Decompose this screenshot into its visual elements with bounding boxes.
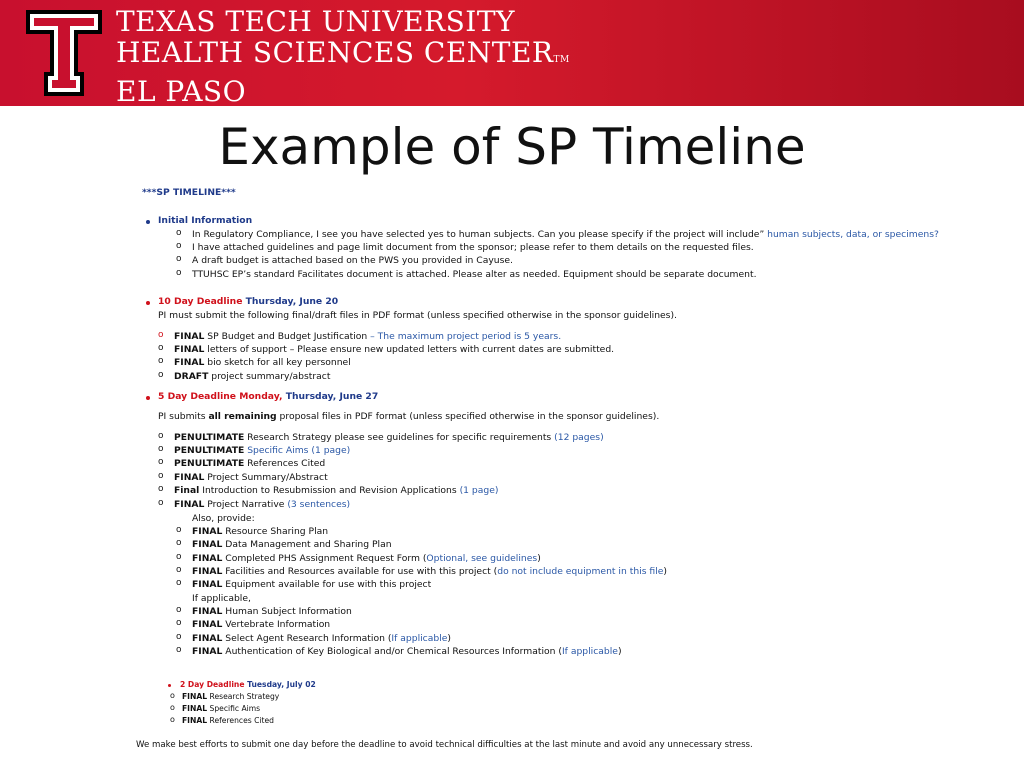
ten-day-heading: 10 Day Deadline Thursday, June 20 — [158, 296, 339, 307]
initial-item-4: TTUHSC EP’s standard Facilitates document is attached. Please alter as needed. Equipment should be separate document. — [192, 269, 757, 280]
if-item-1: FINAL Human Subject Information — [192, 606, 352, 617]
also-item-5: FINAL Equipment available for use with this project — [192, 579, 432, 590]
slide-title: Example of SP Timeline — [218, 118, 806, 176]
two-day-item-3: FINAL References Cited — [182, 716, 274, 725]
university-line1: TEXAS TECH UNIVERSITY — [116, 5, 516, 38]
ten-day-item-4: DRAFT project summary/abstract — [174, 371, 331, 382]
bullet-circle: o — [158, 356, 164, 366]
if-item-2: FINAL Vertebrate Information — [192, 619, 331, 630]
also-item-1: FINAL Resource Sharing Plan — [192, 526, 329, 537]
bullet-circle: o — [176, 632, 182, 642]
bullet-dot — [146, 396, 150, 400]
double-t-logo — [24, 8, 104, 98]
if-item-4: FINAL Authentication of Key Biological and/or Chemical Resources Information (If applicable) — [192, 646, 622, 657]
ten-day-intro: PI must submit the following final/draft files in PDF format (unless specified otherwise in the sponsor guidelines). — [158, 310, 677, 321]
initial-item-1: In Regulatory Compliance, I see you have selected yes to human subjects. Can you please specify if the project will include” human subjects, data, or specimens? — [192, 229, 939, 240]
footer-note: We make best efforts to submit one day before the deadline to avoid technical difficulties at the last minute and avoid any unnecessary stress. — [136, 740, 753, 750]
bullet-circle: o — [176, 618, 182, 628]
bullet-dot — [168, 684, 171, 687]
five-day-intro: PI submits all remaining proposal files in PDF format (unless specified otherwise in the sponsor guidelines). — [158, 411, 660, 422]
two-day-item-1: FINAL Research Strategy — [182, 692, 280, 701]
two-day-item-2: FINAL Specific Aims — [182, 704, 261, 713]
five-day-item-3: PENULTIMATE References Cited — [174, 458, 326, 469]
five-day-heading: 5 Day Deadline Monday, Thursday, June 27 — [158, 391, 379, 402]
bullet-circle: o — [158, 457, 164, 467]
ten-day-item-3: FINAL bio sketch for all key personnel — [174, 357, 351, 368]
header-banner — [0, 0, 1024, 106]
bullet-circle: o — [176, 254, 182, 264]
bullet-circle: o — [176, 241, 182, 251]
ten-day-item-1: FINAL SP Budget and Budget Justification – The maximum project period is 5 years. — [174, 331, 562, 342]
bullet-circle: o — [158, 431, 164, 441]
also-item-3: FINAL Completed PHS Assignment Request Form (Optional, see guidelines) — [192, 553, 541, 564]
initial-item-2: I have attached guidelines and page limit document from the sponsor; please refer to them details on the requested files. — [192, 242, 754, 253]
bullet-circle: o — [170, 691, 175, 700]
initial-item-3: A draft budget is attached based on the PWS you provided in Cayuse. — [192, 255, 513, 266]
bullet-circle: o — [158, 370, 164, 380]
initial-title: Initial Information — [158, 215, 253, 226]
bullet-circle: o — [170, 703, 175, 712]
two-day-heading: 2 Day Deadline Tuesday, July 02 — [180, 680, 316, 689]
bullet-circle: o — [176, 565, 182, 575]
bullet-circle: o — [176, 645, 182, 655]
five-day-item-4: FINAL Project Summary/Abstract — [174, 472, 328, 483]
bullet-circle: o — [176, 552, 182, 562]
bullet-circle: o — [158, 498, 164, 508]
university-name — [116, 6, 570, 107]
bullet-circle: o — [176, 605, 182, 615]
bullet-circle: o — [158, 343, 164, 353]
also-item-4: FINAL Facilities and Resources available for use with this project (do not include equipment in this file) — [192, 566, 667, 577]
bullet-circle: o — [176, 538, 182, 548]
bullet-dot — [146, 220, 150, 224]
bullet-circle: o — [176, 525, 182, 535]
bullet-circle: o — [170, 715, 175, 724]
if-applicable-label: If applicable, — [192, 593, 251, 604]
five-day-item-2: PENULTIMATE Specific Aims (1 page) — [174, 445, 351, 456]
university-line2: HEALTH SCIENCES CENTERTM — [116, 36, 570, 69]
bullet-circle: o — [176, 268, 182, 278]
bullet-circle: o — [176, 578, 182, 588]
trademark-mark: TM — [553, 55, 570, 65]
also-provide-label: Also, provide: — [192, 513, 255, 524]
ten-day-item-2: FINAL letters of support – Please ensure new updated letters with current dates are submitted. — [174, 344, 615, 355]
bullet-circle: o — [158, 330, 164, 340]
doc-heading: ***SP TIMELINE*** — [142, 187, 236, 198]
bullet-circle: o — [158, 471, 164, 481]
university-line3: EL PASO — [116, 75, 247, 108]
five-day-item-5: Final Introduction to Resubmission and Revision Applications (1 page) — [174, 485, 499, 496]
also-item-2: FINAL Data Management and Sharing Plan — [192, 539, 392, 550]
bullet-circle: o — [176, 228, 182, 238]
bullet-circle: o — [158, 484, 164, 494]
if-item-3: FINAL Select Agent Research Information (If applicable) — [192, 633, 451, 644]
bullet-dot — [146, 301, 150, 305]
bullet-circle: o — [158, 444, 164, 454]
five-day-item-1: PENULTIMATE Research Strategy please see guidelines for specific requirements (12 pages) — [174, 432, 604, 443]
five-day-item-6: FINAL Project Narrative (3 sentences) — [174, 499, 351, 510]
